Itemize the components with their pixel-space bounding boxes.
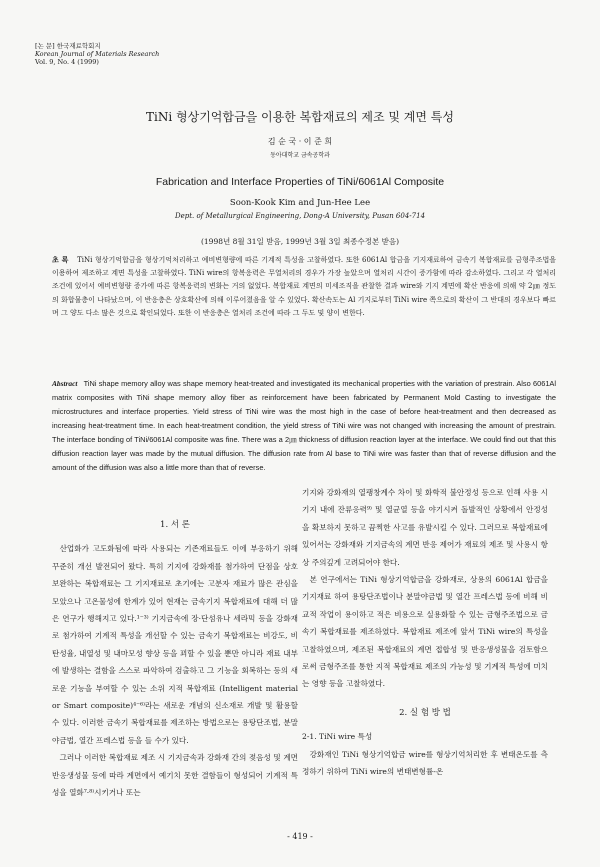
journal-volume: Vol. 9, No. 4 (1999) [35,58,99,66]
received-date: (1998년 8월 31일 받음, 1999년 3월 3일 최종수정본 받음) [200,237,399,246]
abstract-en-label: Abstract [52,379,78,388]
authors-en: Soon-Kook Kim and Jun-Hee Lee [229,198,371,208]
body-paragraph: 기지와 강화재의 열팽창계수 차이 및 화학적 불안정성 등으로 인해 사용 시 기지 내에 잔류응력⁹⁾ 및 열균열 등을 야기시켜 돌발적인 상황에서 안정성을 확보하지 못하고 끔찍한 사고를 유발시킬 수 있다. 그러므로 복합재료에 있어서는 강화재와 기지금속의 계면 반응 제어가 재료의 제조 및 사용시 항상 주의깊게 고려되어야 한다. [302,488,548,567]
section-heading-introduction: 1. 서 론 [160,520,190,530]
journal-header [35,42,159,66]
abstract-ko-label: 초 록 [52,255,69,264]
body-column-right [302,484,548,781]
abstract-ko-text: TiNi 형상기억합금을 형상기억처리하고 예비변형량에 따른 기계적 특성을 고찰하였다. 또한 6061Al 합금을 기지재료하여 금속기 복합재료를 금형주조법을 이용하여 제조하고 계면 특성을 고찰하였다. TiNi wire의 항복응력은 무열처리의 경우가 가장 높았으며 열처리 시간이 증가함에 따라 감소하였다. 그리고 각 열처리 조건에 있어서 예비변형량 증가에 따른 항복응력의 변화는 거의 없었다. 복합재료 계면의 미세조직을 관찰한 결과 wire와 기지 계면에 확산 반응에 의해 약 2㎛ 정도의 화합물층이 나타났으며, 이 반응층은 상호확산에 의해 이루어졌음을 알 수 있었다. 확산속도는 Al 기지로부터 TiNi wire 쪽으로의 확산이 그 반대의 경우보다 빠르며 그 양도 다소 많은 것으로 확인되었다. 또한 이 반응층은 열처리 조건에 따라 그 두도 및 양이 변한다. [52,256,556,317]
authors-ko: 김 순 국 · 이 준 희 [267,137,333,146]
section-heading-methods: 2. 실 험 방 법 [399,707,451,718]
body-paragraph: 산업화가 고도화됨에 따라 사용되는 기존재료들도 이에 부응하기 위해 꾸준히 개선 발전되어 왔다. 특히 기지에 강화재를 첨가하여 단점을 상호 보완하는 복합재료는 그 기지재료로 초기에는 고분자 재료가 많은 관심을 모았으나 고온물성에 한계가 있어 현재는 금속기지 복합재료에 대해 더 많은 연구가 행해지고 있다.¹⁻³⁾ 기지금속에 장·단섬유나 세라믹 등을 강화재로 첨가하여 기계적 특성을 개선할 수 있는 금속기 복합재료는 비강도, 비탄성율, 내열성 및 내마모성 향상 등을 꾀할 수 있을 뿐만 아니라 재료 내부에 발생하는 결함을 스스로 파악하여 검출하고 그 기능을 회복하는 등의 새로운 기능을 부여할 수 있는 소위 지적 복합재료 (Intelligent material or Smart composite)⁴⁻⁶⁾라는 새로운 개념의 신소재로 개발 및 활용할 수 있다. 이러한 금속기 복합재료를 제조하는 방법으로는 용탕단조법, 분말야금법, 열간 프레스법 등을 들 수가 있다. [52,544,298,745]
paper-title-en: Fabrication and Interface Properties of TiNi/6061Al Composite [155,176,445,188]
subsection-heading: 2-1. TiNi wire 특성 [302,732,373,742]
body-paragraph: 강화재인 TiNi 형상기억합금 wire를 형상기억처리한 후 변태온도를 측정하기 위하여 TiNi wire의 변태변형률-온 [302,749,548,777]
abstract-en [52,377,556,475]
journal-name-en: Korean Journal of Materials Research [35,50,160,58]
abstract-ko [52,253,556,320]
page-number: - 419 - [287,832,313,841]
journal-name-ko: [논 문] 한국재료학회지 [35,42,101,50]
body-paragraph: 그러나 이러한 복합재료 제조 시 기지금속과 강화재 간의 젖음성 및 계면 반응생성물 등에 따라 계면에서 예기치 못한 결함들이 형성되어 기계적 특성을 열화⁷·⁸⁾시키거나 또는 [52,753,298,798]
body-column-left [52,517,298,802]
affiliation-en: Dept. of Metallurgical Engineering, Dong-A University, Pusan 604-714 [174,212,426,220]
abstract-en-text: TiNi shape memory alloy was shape memory heat-treated and investigated its mechanical properties with the variation of prestrain. Also 6061Al matrix composites with TiNi shape memory alloy fiber as reinforcement have been fabricated by Permanent Mold Casting to investigate the microstructures and interface properties. Yield stress of TiNi wire was the most high in the case of before heat-treatment and then decreased as increasing heat-treatment time. In each heat-treatment condition, the yield stress of TiNi wire was not changed with increasing the amount of prestrain. The interface bonding of TiNi/6061Al composite was fine. There was a 2㎛ thickness of diffusion reaction layer at the interface. We could find out that this diffusion reaction layer was made by the mutual diffusion. The diffusion rate from Al base to TiNi wire was faster than that of reverse diffusion and the amount of the diffusion was also a little more than that of reverse. [52,379,556,472]
paper-title-ko: TiNi 형상기억합금을 이용한 복합재료의 제조 및 계면 특성 [146,110,454,124]
affiliation-ko: 동아대학교 금속공학과 [270,152,330,159]
body-paragraph: 본 연구에서는 TiNi 형상기억합금을 강화재로, 상용의 6061Al 합금을 기지재료 하여 용탕단조법이나 분말야금법 및 열간 프레스법 등에 비해 비교적 작업이 용이하고 적은 비용으로 실용화할 수 있는 금형주조법으로 금속기 복합재료를 제조하였다. 복합재료 제조에 앞서 TiNi wire의 특성을 고찰하였으며, 제조된 복합재료의 계면 접합성 및 반응생성물을 검토함으로써 금형주조를 통한 지적 복합재료 제조의 가능성 및 기계적 특성에 미치는 영향 등을 고찰하였다. [302,575,548,689]
